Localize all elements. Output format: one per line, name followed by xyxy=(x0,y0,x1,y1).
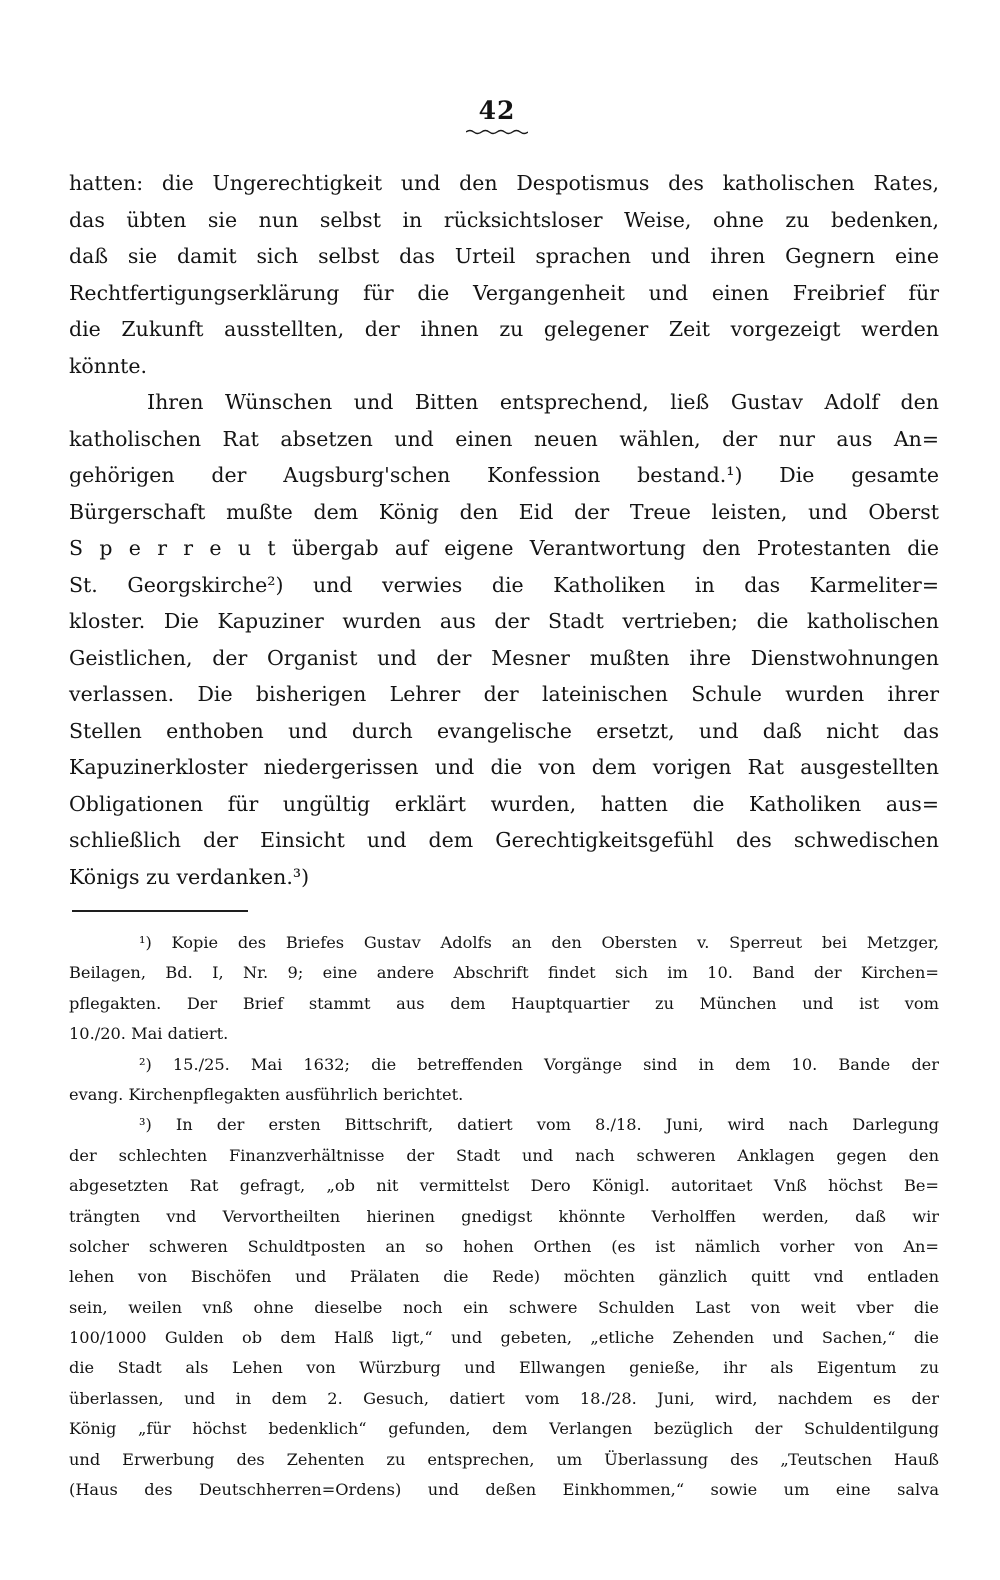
body-text-line: Kapuzinerkloster niedergerissen und die von dem vorigen Rat ausgestellten xyxy=(69,755,939,779)
footnote-line: ¹) Kopie des Briefes Gustav Adolfs an den Obersten v. Sperreut bei Metzger, xyxy=(139,933,939,952)
main-body-text xyxy=(69,165,939,895)
footnote-line: die Stadt als Lehen von Würzburg und Ellwangen genieße, ihr als Eigentum zu xyxy=(69,1358,939,1378)
body-text-line: Ihren Wünschen und Bitten entsprechend, ließ Gustav Adolf den xyxy=(147,390,939,414)
body-text-line: kloster. Die Kapuziner wurden aus der Stadt vertrieben; die katholischen xyxy=(69,609,939,633)
body-text-line: Bürgerschaft mußte dem König den Eid der Treue leisten, und Oberst xyxy=(69,499,939,524)
body-text-line: Stellen enthoben und durch evangelische ersetzt, und daß nicht das xyxy=(69,718,939,743)
footnote-line: und Erwerbung des Zehenten zu entsprechen, um Überlassung des „Teutschen Hauß xyxy=(69,1449,939,1469)
footnote-line: pflegakten. Der Brief stammt aus dem Hauptquartier zu München und ist vom xyxy=(69,993,939,1013)
body-text-line: Geistlichen, der Organist und der Mesner mußten ihre Dienstwohnungen xyxy=(69,645,939,670)
body-text-line: St. Georgskirche²) und verwies die Katholiken in das Karmeliter= xyxy=(69,572,939,597)
body-text-line: Obligationen für ungültig erklärt wurden, hatten die Katholiken aus= xyxy=(69,791,939,816)
footnote-line: 100/1000 Gulden ob dem Halß ligt,“ und gebeten, „etliche Zehenden und Sachen,“ die xyxy=(69,1328,939,1348)
body-text-line: gehörigen der Augsburg'schen Konfession bestand.¹) Die gesamte xyxy=(69,463,939,487)
footnotes xyxy=(69,928,939,1505)
footnote-line: überlassen, und in dem 2. Gesuch, datiert vom 18./28. Juni, wird, nachdem es der xyxy=(69,1388,939,1408)
footnote-line: solcher schweren Schuldtposten an so hohen Orthen (es ist nämlich vorher von An= xyxy=(69,1236,939,1256)
footnote-line: ³) In der ersten Bittschrift, datiert vom 8./18. Juni, wird nach Darlegung xyxy=(139,1115,939,1135)
page-number-ornament-rule xyxy=(466,129,528,135)
footnote-line: abgesetzten Rat gefragt, „ob nit vermittelst Dero Königl. autoritaet Vnß höchst Be= xyxy=(69,1176,939,1196)
footnote-line: ²) 15./25. Mai 1632; die betreffenden Vorgänge sind in dem 10. Bande der xyxy=(139,1054,939,1074)
footnote-line: der schlechten Finanzverhältnisse der Stadt und nach schweren Anklagen gegen den xyxy=(69,1145,939,1165)
body-text-line: schließlich der Einsicht und dem Gerechtigkeitsgefühl des schwedischen xyxy=(69,828,939,852)
body-text-line: die Zukunft ausstellten, der ihnen zu gelegener Zeit vorgezeigt werden xyxy=(69,317,939,341)
body-text-line: Königs zu verdanken.³) xyxy=(69,864,310,889)
body-text-line: das übten sie nun selbst in rücksichtsloser Weise, ohne zu bedenken, xyxy=(69,207,939,232)
body-text-line: verlassen. Die bisherigen Lehrer der lateinischen Schule wurden ihrer xyxy=(69,682,939,706)
body-text-line: daß sie damit sich selbst das Urteil sprachen und ihren Gegnern eine xyxy=(69,244,939,268)
body-text-line: katholischen Rat absetzen und einen neuen wählen, der nur aus An= xyxy=(69,426,939,451)
footnote-line: trängten vnd Vervortheilten hierinen gnedigst khönnte Verholffen werden, daß wir xyxy=(69,1206,939,1226)
body-text-line: hatten: die Ungerechtigkeit und den Despotismus des katholischen Rates, xyxy=(69,171,939,195)
footnote-separator xyxy=(72,910,248,912)
footnote-line: 10./20. Mai datiert. xyxy=(69,1024,229,1044)
body-text-line: Rechtfertigungserklärung für die Vergangenheit und einen Freibrief für xyxy=(69,280,939,305)
page-number: 42 xyxy=(478,96,516,125)
footnote-line: lehen von Bischöfen und Prälaten die Rede) möchten gänzlich quitt vnd entladen xyxy=(69,1267,939,1287)
footnote-line: König „für höchst bedenklich“ gefunden, dem Verlangen bezüglich der Schuldentilgung xyxy=(69,1419,939,1439)
footnote-line: (Haus des Deutschherren=Ordens) und deßen Einkhommen,“ sowie um eine salva xyxy=(69,1480,939,1500)
body-text-line: S p e r r e u t übergab auf eigene Verantwortung den Protestanten die xyxy=(69,536,939,560)
footnote-line: sein, weilen vnß ohne dieselbe noch ein schwere Schulden Last von weit vber die xyxy=(69,1297,939,1317)
body-text-line: könnte. xyxy=(69,353,148,378)
footnote-line: Beilagen, Bd. I, Nr. 9; eine andere Abschrift findet sich im 10. Band der Kirchen= xyxy=(69,963,939,983)
footnote-line: evang. Kirchenpflegakten ausführlich berichtet. xyxy=(69,1084,464,1104)
